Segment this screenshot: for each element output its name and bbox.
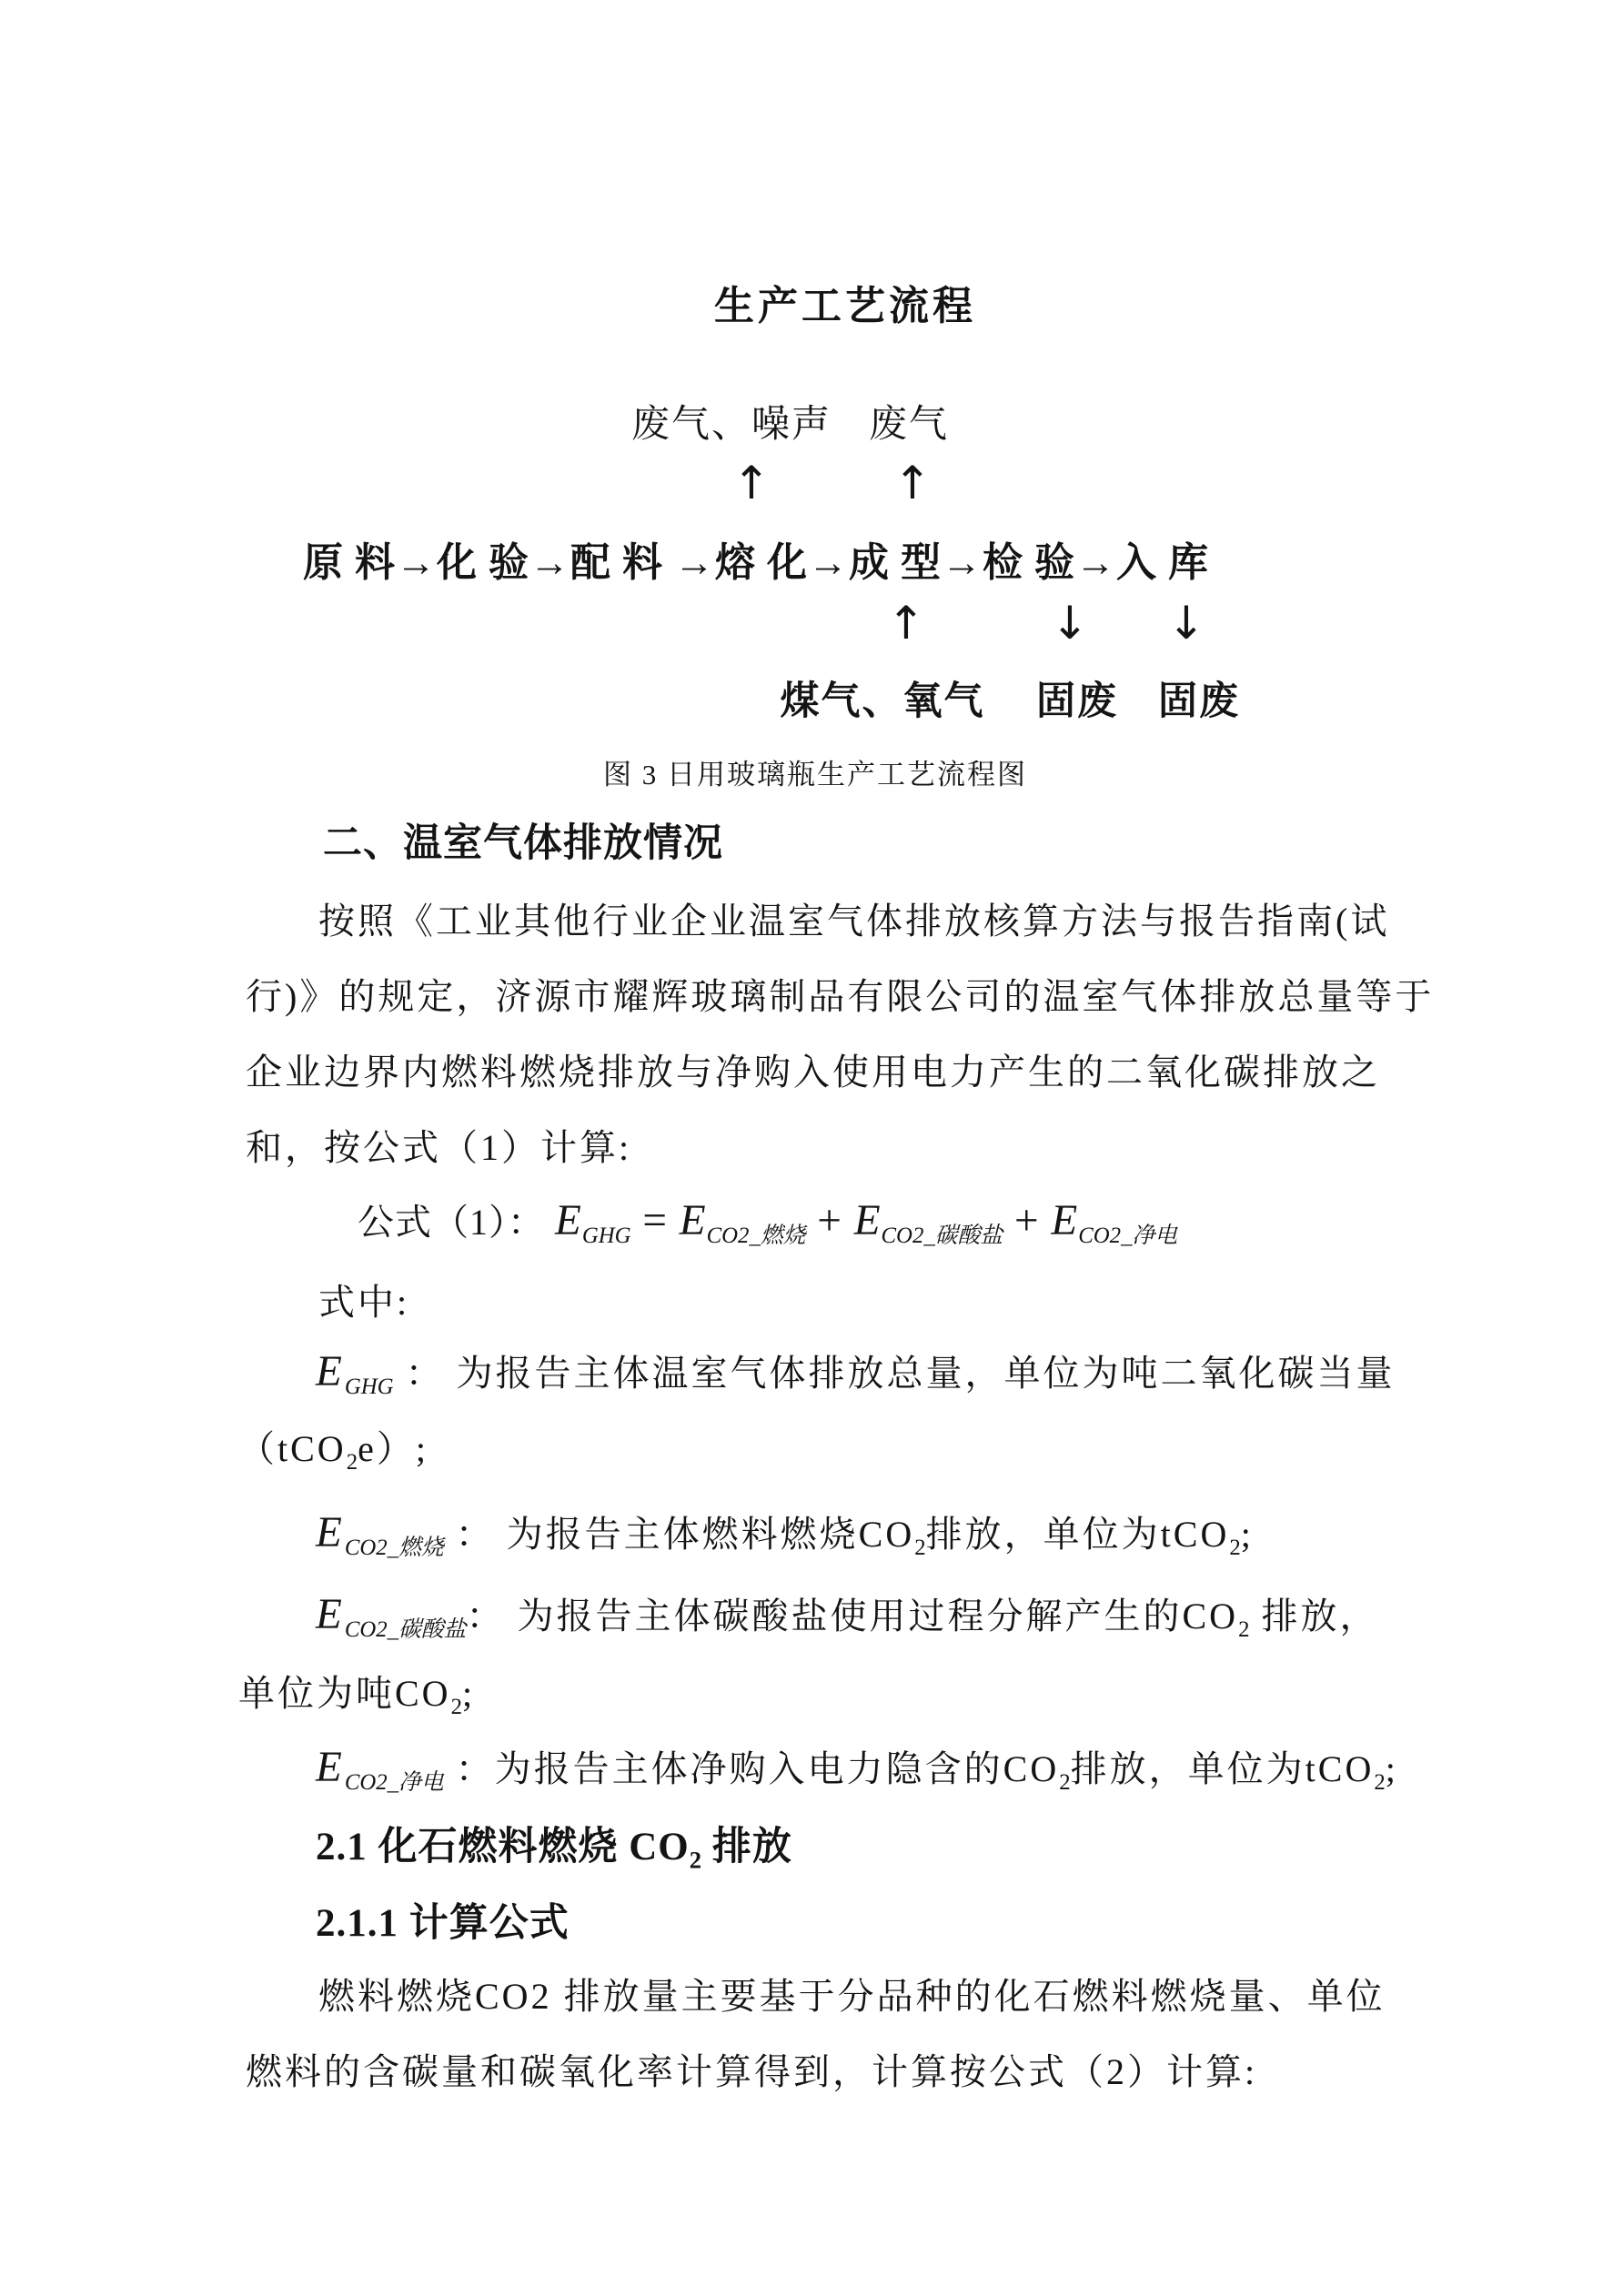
flowchart-label-solid-waste-2: 固废 — [1158, 680, 1240, 723]
definition-co2-carbonate-unit: 单位为吨$CO_2$; — [238, 1673, 476, 1719]
definition-eghg-unit: （tCO$_2$e）; — [238, 1428, 428, 1475]
flowchart-label-solid-waste-1: 固废 — [1036, 680, 1118, 723]
paragraph-line: 燃料燃烧CO2 排放量主要基于分品种的化石燃料燃烧量、单位 — [318, 1976, 1386, 2017]
figure-caption: 图 3 日用玻璃瓶生产工艺流程图 — [603, 759, 1027, 791]
definition-co2-net-electricity: $E_{CO2\_净电}$ ：为报告主体净购入电力隐含的$CO_2$排放，单位为tCO$_2$; — [316, 1744, 1398, 1795]
flowchart-label-waste-gas: 废气 — [868, 404, 950, 446]
heading-2-1: 2.1 化石燃料燃烧 $CO_2$ 排放 — [316, 1826, 792, 1874]
definition-co2-combustion: $E_{CO2\_燃烧}$ ： 为报告主体燃料燃烧$CO_2$排放，单位为tCO$_2$; — [316, 1509, 1254, 1560]
paragraph-line: 按照《工业其他行业企业温室气体排放核算方法与报告指南(试 — [318, 901, 1390, 942]
formula-1: 公式（1）： $E_{GHG} = E_{CO2\_燃烧} + E_{CO2\_碳酸盐} + E_{CO2\_净电}$ — [358, 1197, 1178, 1248]
definition-eghg: $E_{GHG}$ ： 为报告主体温室气体排放总量，单位为吨二氧化碳当量 — [316, 1348, 1396, 1399]
flowchart-label-waste-gas-noise: 废气、噪声 — [630, 404, 832, 446]
section-heading: 二、温室气体排放情况 — [323, 822, 723, 865]
paragraph-line: 和，按公式（1）计算: — [246, 1127, 632, 1168]
flowchart-main-flow: 原 料→化 验→配 料 →熔 化→成 型→检 验→入 库 — [303, 540, 1209, 585]
heading-2-1-1: 2.1.1 计算公式 — [316, 1902, 570, 1945]
up-arrow-icon: ↑ — [732, 457, 771, 509]
paragraph-line: 燃料的含碳量和碳氧化率计算得到，计算按公式（2）计算: — [246, 2051, 1258, 2092]
up-arrow-icon: ↑ — [887, 597, 925, 650]
paragraph-line: 行)》的规定，济源市耀辉玻璃制品有限公司的温室气体排放总量等于 — [246, 976, 1435, 1017]
up-arrow-icon: ↑ — [893, 457, 932, 509]
down-arrow-icon: ↓ — [1167, 597, 1205, 650]
down-arrow-icon: ↓ — [1051, 597, 1089, 650]
where-label: 式中: — [318, 1282, 410, 1323]
paragraph-line: 企业边界内燃料燃烧排放与净购入使用电力产生的二氧化碳排放之 — [246, 1052, 1380, 1093]
flowchart-label-coal-gas-oxygen: 煤气、氧气 — [780, 680, 985, 723]
flowchart-title: 生产工艺流程 — [714, 284, 976, 328]
definition-co2-carbonate: $E_{CO2\_碳酸盐}$： 为报告主体碳酸盐使用过程分解产生的$CO_2$ 排放， — [316, 1591, 1379, 1642]
